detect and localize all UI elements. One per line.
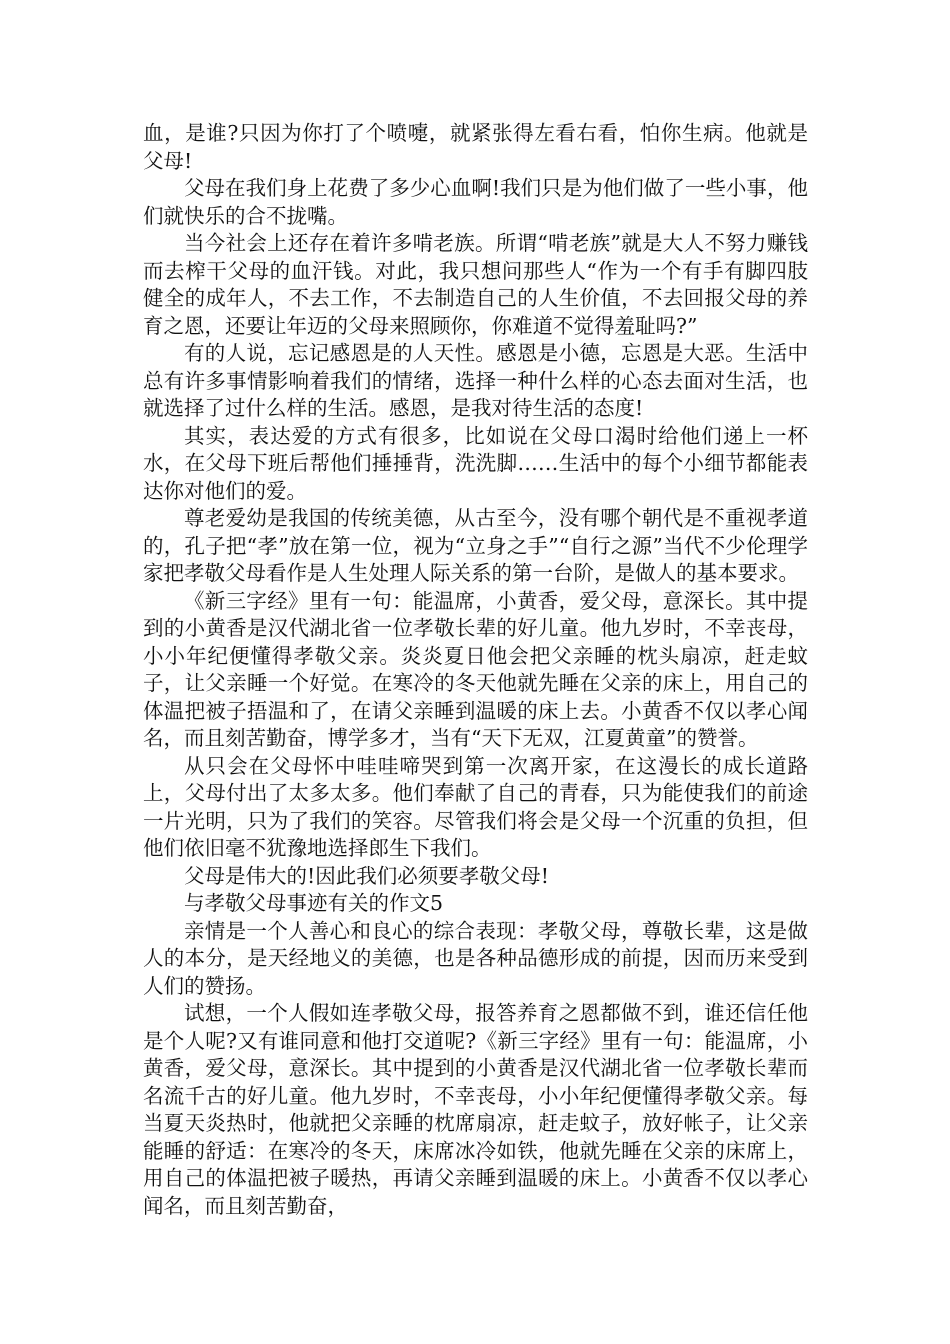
paragraph-5: 其实，表达爱的方式有很多，比如说在父母口渴时给他们递上一杯水，在父母下班后帮他们捶捶背，洗洗脚……生活中的每个小细节都能表达你对他们的爱。 <box>143 423 808 503</box>
paragraph-10: 亲情是一个人善心和良心的综合表现：孝敬父母，尊敬长辈，这是做人的本分，是天经地义的美德，也是各种品德形成的前提，因而历来受到人们的赞扬。 <box>143 918 808 998</box>
paragraph-4: 有的人说，忘记感恩是的人天性。感恩是小德，忘恩是大恶。生活中总有许多事情影响着我们的情绪，选择一种什么样的心态去面对生活，也就选择了过什么样的生活。感恩，是我对待生活的态度! <box>143 341 808 420</box>
paragraph-8: 从只会在父母怀中哇哇啼哭到第一次离开家，在这漫长的成长道路上，父母付出了太多太多。他们奉献了自己的青春，只为能使我们的前途一片光明，只为了我们的笑容。尽管我们将会是父母一个沉重的负担，但他们依旧毫不犹豫地选择郎生下我们。 <box>143 753 808 860</box>
paragraph-7: 《新三字经》里有一句：能温席，小黄香，爱父母，意深长。其中提到的小黄香是汉代湖北省一位孝敬长辈的好儿童。他九岁时，不幸丧母，小小年纪便懂得孝敬父亲。炎炎夏日他会把父亲睡的枕头扇凉，赶走蚊子，让父亲睡一个好觉。在寒冷的冬天他就先睡在父亲的床上，用自己的体温把被子捂温和了，在请父亲睡到温暖的床上去。小黄香不仅以孝心闻名，而且刻苦勤奋，博学多才，当有“天下无双，江夏黄童”的赞誉。 <box>143 588 808 750</box>
section-heading: 与孝敬父母事迹有关的作文5 <box>184 891 444 915</box>
article-body <box>143 120 808 1220</box>
paragraph-11: 试想，一个人假如连孝敬父母，报答养育之恩都做不到，谁还信任他是个人呢?又有谁同意和他打交道呢?《新三字经》里有一句：能温席，小黄香，爱父母，意深长。其中提到的小黄香是汉代湖北省一位孝敬长辈而名流千古的好儿童。他九岁时，不幸丧母，小小年纪便懂得孝敬父亲。每当夏天炎热时，他就把父亲睡的枕席扇凉，赶走蚊子，放好帐子，让父亲能睡的舒适：在寒冷的冬天，床席冰冷如铁，他就先睡在父亲的床席上，用自己的体温把被子暖热，再请父亲睡到温暖的床上。小黄香不仅以孝心闻名，而且刻苦勤奋， <box>143 1001 808 1218</box>
paragraph-3: 当今社会上还存在着许多啃老族。所谓“啃老族”就是大人不努力赚钱而去榨干父母的血汗钱。对此，我只想问那些人“作为一个有手有脚四肢健全的成年人，不去工作，不去制造自己的人生价值，不去回报父母的养育之恩，还要让年迈的父母来照顾你，你难道不觉得羞耻吗?” <box>143 231 808 338</box>
paragraph-6: 尊老爱幼是我国的传统美德，从古至今，没有哪个朝代是不重视孝道的，孔子把“孝”放在第一位，视为“立身之手”“自行之源”当代不少伦理学家把孝敬父母看作是人生处理人际关系的第一台阶，是做人的基本要求。 <box>143 506 808 585</box>
paragraph-9: 父母是伟大的!因此我们必须要孝敬父母! <box>184 863 549 888</box>
paragraph-2: 父母在我们身上花费了多少心血啊!我们只是为他们做了一些小事，他们就快乐的合不拢嘴。 <box>143 176 808 228</box>
paragraph-1: 血，是谁?只因为你打了个喷嚏，就紧张得左看右看，怕你生病。他就是父母! <box>143 121 808 173</box>
